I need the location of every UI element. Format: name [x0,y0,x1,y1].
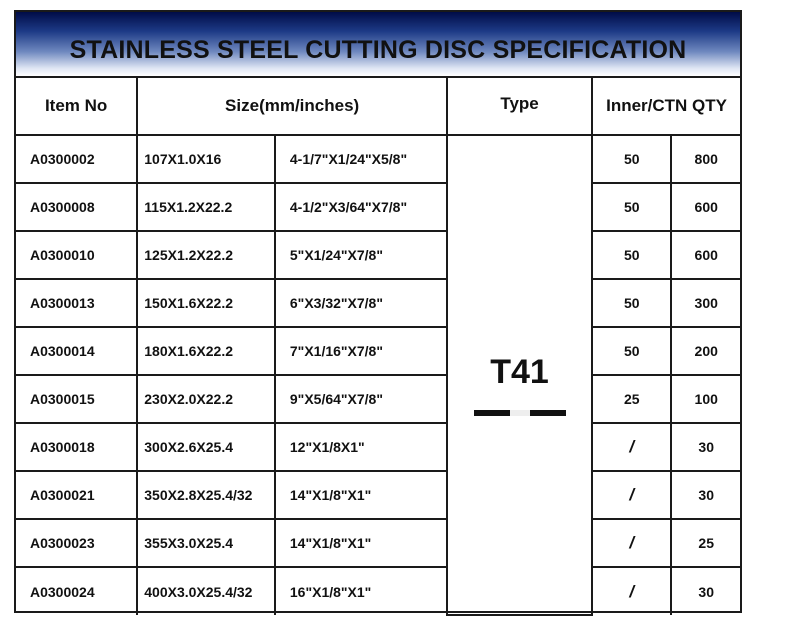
table-row [16,135,740,183]
inner-qty-cell: 50 [592,279,671,327]
size-inch-cell: 4-1/2"X3/64"X7/8" [275,183,447,231]
size-mm-cell: 180X1.6X22.2 [137,327,275,375]
ctn-qty-cell: 30 [671,423,740,471]
inner-qty-cell: 50 [592,231,671,279]
inner-qty-cell: 25 [592,375,671,423]
inner-qty-cell: / [592,423,671,471]
size-mm-cell: 107X1.0X16 [137,135,275,183]
ctn-qty-cell: 300 [671,279,740,327]
size-mm-cell: 115X1.2X22.2 [137,183,275,231]
size-mm-cell: 300X2.6X25.4 [137,423,275,471]
inner-qty-cell: 50 [592,327,671,375]
size-inch-cell: 16"X1/8"X1" [275,567,447,615]
spec-table-body [16,135,740,615]
size-inch-cell: 7"X1/16"X7/8" [275,327,447,375]
item-no-cell: A0300014 [16,327,137,375]
item-no-cell: A0300024 [16,567,137,615]
ctn-qty-cell: 25 [671,519,740,567]
header-size: Size(mm/inches) [137,77,447,135]
item-no-cell: A0300021 [16,471,137,519]
size-mm-cell: 230X2.0X22.2 [137,375,275,423]
inner-qty-cell: 50 [592,135,671,183]
item-no-cell: A0300023 [16,519,137,567]
ctn-qty-cell: 200 [671,327,740,375]
size-mm-cell: 150X1.6X22.2 [137,279,275,327]
inner-qty-cell: / [592,519,671,567]
table-row [16,567,740,615]
type-value: T41 [490,352,549,391]
page-title: STAINLESS STEEL CUTTING DISC SPECIFICATION [69,35,687,64]
table-row [16,375,740,423]
item-no-cell: A0300018 [16,423,137,471]
size-inch-cell: 4-1/7"X1/24"X5/8" [275,135,447,183]
ctn-qty-cell: 30 [671,567,740,615]
ctn-qty-cell: 600 [671,231,740,279]
header-qty: Inner/CTN QTY [592,77,740,135]
item-no-cell: A0300015 [16,375,137,423]
size-inch-cell: 14"X1/8"X1" [275,471,447,519]
size-inch-cell: 14"X1/8"X1" [275,519,447,567]
table-row [16,231,740,279]
inner-qty-cell: 50 [592,183,671,231]
ctn-qty-cell: 600 [671,183,740,231]
ctn-qty-cell: 800 [671,135,740,183]
item-no-cell: A0300013 [16,279,137,327]
header-type: Type [447,77,592,135]
size-mm-cell: 400X3.0X25.4/32 [137,567,275,615]
size-mm-cell: 355X3.0X25.4 [137,519,275,567]
table-row [16,327,740,375]
header-item-no: Item No [16,77,137,135]
ctn-qty-cell: 30 [671,471,740,519]
inner-qty-cell: / [592,567,671,615]
size-inch-cell: 6"X3/32"X7/8" [275,279,447,327]
item-no-cell: A0300010 [16,231,137,279]
title-banner [16,12,740,78]
ctn-qty-cell: 100 [671,375,740,423]
table-row [16,279,740,327]
spec-table [16,76,740,616]
type-cell [447,135,592,615]
table-row [16,423,740,471]
size-inch-cell: 5"X1/24"X7/8" [275,231,447,279]
item-no-cell: A0300002 [16,135,137,183]
size-inch-cell: 9"X5/64"X7/8" [275,375,447,423]
item-no-cell: A0300008 [16,183,137,231]
table-row [16,183,740,231]
size-mm-cell: 125X1.2X22.2 [137,231,275,279]
size-mm-cell: 350X2.8X25.4/32 [137,471,275,519]
header-row [16,77,740,135]
table-row [16,519,740,567]
table-row [16,471,740,519]
size-inch-cell: 12"X1/8X1" [275,423,447,471]
spec-sheet [14,10,742,613]
disc-profile-icon [448,410,591,416]
inner-qty-cell: / [592,471,671,519]
